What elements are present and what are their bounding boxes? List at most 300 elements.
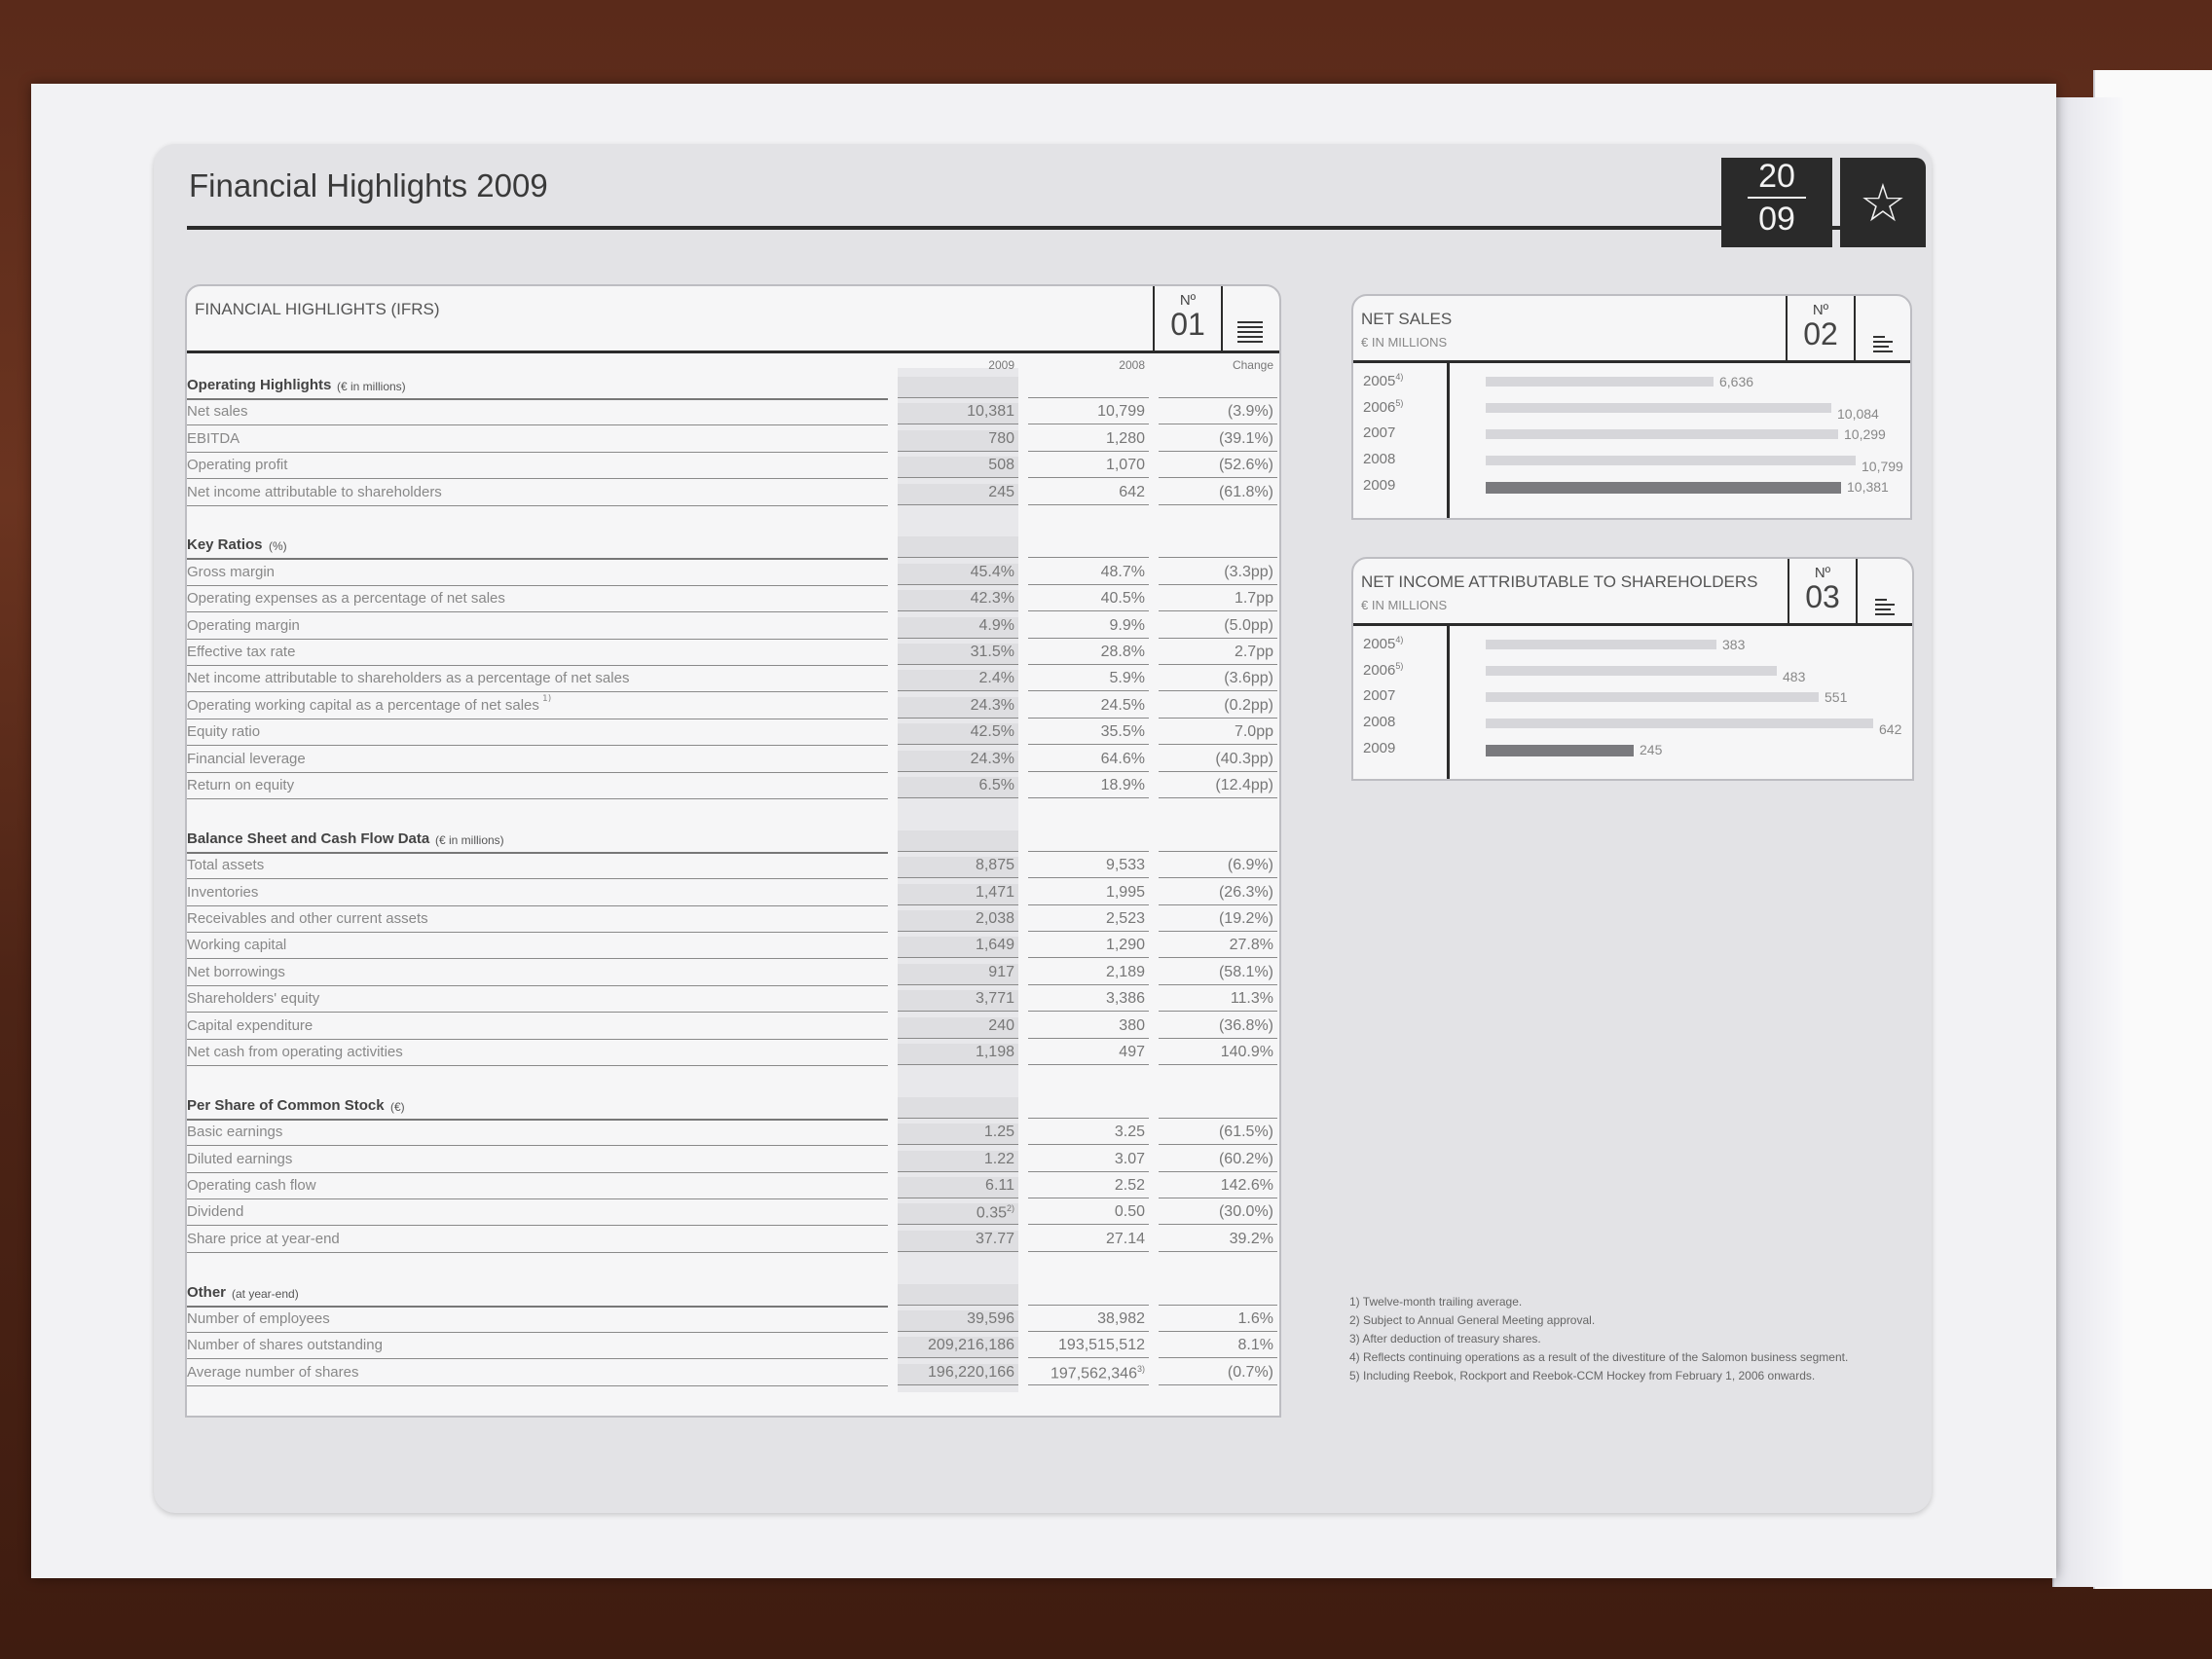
cell-text: 193,515,512 xyxy=(1058,1337,1145,1354)
footnote-ref: 5) xyxy=(1395,661,1404,671)
footnote: 5) Including Reebok, Rockport and Reebok-CCM Hockey from February 1, 2006 onwards. xyxy=(1349,1369,1816,1382)
cell-text: 3,386 xyxy=(1105,990,1145,1008)
cell-text: (0.2pp) xyxy=(1224,696,1273,714)
value-2009 xyxy=(898,830,1018,852)
row-label: Net borrowings xyxy=(187,964,888,986)
cell-text: 11.3% xyxy=(1230,990,1273,1008)
cell-text: (61.8%) xyxy=(1218,483,1273,500)
value-change xyxy=(1159,937,1277,958)
value-2009 xyxy=(898,857,1018,878)
value-change xyxy=(1159,723,1277,745)
table-row xyxy=(179,561,1277,587)
cell-text: 40.5% xyxy=(1100,590,1145,608)
panel-header xyxy=(1353,559,1912,626)
value-2009 xyxy=(898,1337,1018,1358)
row-label: Number of employees xyxy=(187,1310,888,1333)
value-2008 xyxy=(1028,1124,1149,1145)
cell-text: (52.6%) xyxy=(1218,457,1273,474)
table-row xyxy=(179,1200,1277,1227)
footnote: 1) Twelve-month trailing average. xyxy=(1349,1295,1523,1309)
cell-text: (39.1%) xyxy=(1218,429,1273,447)
table-row xyxy=(179,1308,1277,1334)
value-change xyxy=(1159,1097,1277,1119)
value-2009 xyxy=(898,964,1018,985)
table-spacer xyxy=(179,1254,1277,1280)
row-label: Share price at year-end xyxy=(187,1231,888,1253)
value-change xyxy=(1159,670,1277,691)
cell-text: 45.4% xyxy=(970,563,1014,580)
value-2008 xyxy=(1028,590,1149,611)
cell-text: (61.5%) xyxy=(1218,1124,1273,1141)
value-label: 483 xyxy=(1783,669,1806,684)
cell-text: 38,982 xyxy=(1097,1310,1145,1327)
row-label: Equity ratio xyxy=(187,723,888,746)
cell-text: (40.3pp) xyxy=(1215,750,1273,767)
value-change xyxy=(1159,964,1277,985)
row-label: Working capital xyxy=(187,937,888,959)
category-label xyxy=(1363,477,1395,494)
value-2008 xyxy=(1028,1284,1149,1306)
table-row xyxy=(179,720,1277,747)
cell-text: 39.2% xyxy=(1229,1230,1273,1247)
cell-text: 64.6% xyxy=(1100,750,1145,767)
cell-text: 1,198 xyxy=(975,1044,1014,1060)
cell-text: 2.4% xyxy=(978,670,1014,687)
cell-text: 140.9% xyxy=(1220,1044,1273,1060)
table-row xyxy=(179,1148,1277,1174)
chart-number xyxy=(1788,559,1856,623)
category-text: 2007 xyxy=(1363,687,1396,704)
bar-2005 xyxy=(1486,640,1716,649)
value-label: 6,636 xyxy=(1719,374,1754,389)
value-2008 xyxy=(1028,670,1149,691)
value-2008 xyxy=(1028,937,1149,958)
table-row xyxy=(179,748,1277,774)
cell-text: 0.35 xyxy=(976,1204,1007,1222)
panel-header xyxy=(187,286,1279,353)
cell-text: 37.77 xyxy=(975,1230,1014,1247)
table-row xyxy=(179,907,1277,934)
value-2008 xyxy=(1028,830,1149,852)
net-income-chart xyxy=(1353,627,1912,777)
cell-text: 508 xyxy=(988,457,1014,474)
value-2008 xyxy=(1028,990,1149,1012)
category-text: 2008 xyxy=(1363,451,1396,467)
footnote-ref: 4) xyxy=(1395,372,1404,382)
cell-text: (58.1%) xyxy=(1218,963,1273,980)
category-label xyxy=(1363,661,1403,679)
cell-text: 8.1% xyxy=(1237,1337,1273,1354)
table-row xyxy=(179,881,1277,907)
value-2009 xyxy=(898,644,1018,665)
table-row xyxy=(179,854,1277,880)
title-rule xyxy=(187,226,1922,230)
category-label xyxy=(1363,740,1395,756)
value-2009 xyxy=(898,1284,1018,1306)
table-row xyxy=(179,641,1277,667)
cell-text: (26.3%) xyxy=(1218,883,1273,901)
cell-text: (30.0%) xyxy=(1218,1203,1273,1221)
value-2008 xyxy=(1028,1203,1149,1225)
cell-text: 5.9% xyxy=(1109,670,1145,687)
value-2008 xyxy=(1028,1364,1149,1385)
row-label: Receivables and other current assets xyxy=(187,910,888,933)
value-change xyxy=(1159,1044,1277,1065)
bar-2005 xyxy=(1486,377,1714,387)
cell-text: 3,771 xyxy=(975,990,1014,1008)
cell-text: 2.7pp xyxy=(1234,644,1273,660)
value-change xyxy=(1159,564,1277,585)
value-2008 xyxy=(1028,1231,1149,1252)
footnotes xyxy=(1349,1293,1895,1385)
row-label: Net income attributable to shareholders as a percentage of net sales xyxy=(187,670,888,692)
value-change xyxy=(1159,1151,1277,1172)
section-unit: (€ in millions) xyxy=(337,380,406,393)
table-row xyxy=(179,1121,1277,1147)
value-2009 xyxy=(898,1231,1018,1252)
value-change xyxy=(1159,910,1277,932)
footnote: 3) After deduction of treasury shares. xyxy=(1349,1332,1541,1346)
category-label xyxy=(1363,687,1395,704)
value-2009 xyxy=(898,670,1018,691)
year-bottom: 09 xyxy=(1758,201,1795,238)
bar-2007 xyxy=(1486,429,1838,439)
value-label: 642 xyxy=(1879,721,1902,737)
cell-text: 28.8% xyxy=(1100,644,1145,660)
year-separator xyxy=(1748,197,1806,199)
value-2008 xyxy=(1028,430,1149,452)
value-2009 xyxy=(898,590,1018,611)
value-2009 xyxy=(898,1044,1018,1065)
bar-2009 xyxy=(1486,482,1841,494)
category-text: 2006 xyxy=(1363,662,1396,679)
cell-text: (60.2%) xyxy=(1218,1150,1273,1167)
value-2009 xyxy=(898,377,1018,398)
net-income-panel xyxy=(1351,557,1914,781)
value-change xyxy=(1159,484,1277,505)
number-value: 01 xyxy=(1170,307,1205,342)
value-change xyxy=(1159,403,1277,424)
section-title: Per Share of Common Stock xyxy=(187,1097,888,1121)
value-2008 xyxy=(1028,857,1149,878)
number-label: Nº xyxy=(1814,565,1831,581)
table-row xyxy=(179,1228,1277,1254)
value-2008 xyxy=(1028,564,1149,585)
row-label: Average number of shares xyxy=(187,1364,888,1386)
value-2009 xyxy=(898,910,1018,932)
value-change xyxy=(1159,1231,1277,1252)
table-row xyxy=(179,400,1277,426)
number-value: 02 xyxy=(1803,316,1838,351)
footnote-ref: 2) xyxy=(1006,1203,1014,1214)
category-text: 2006 xyxy=(1363,399,1396,416)
value-2009 xyxy=(898,564,1018,585)
table-spacer xyxy=(179,507,1277,534)
cell-text: 24.3% xyxy=(970,750,1014,767)
footnote: 2) Subject to Annual General Meeting approval. xyxy=(1349,1313,1596,1327)
section-title: Operating Highlights xyxy=(187,377,888,400)
row-label: Shareholders' equity xyxy=(187,990,888,1013)
row-label: EBITDA xyxy=(187,430,888,453)
cell-text: (12.4pp) xyxy=(1215,777,1273,793)
table-row xyxy=(179,1014,1277,1041)
value-2009 xyxy=(898,1151,1018,1172)
bar-2009 xyxy=(1486,745,1634,756)
row-label: Financial leverage xyxy=(187,751,888,773)
cell-text: 6.5% xyxy=(978,777,1014,793)
value-2009 xyxy=(898,1097,1018,1119)
row-label: Operating working capital as a percentage of net sales xyxy=(187,697,888,719)
cell-text: 42.5% xyxy=(970,723,1014,741)
value-label: 551 xyxy=(1825,689,1848,705)
value-2009 xyxy=(898,1364,1018,1385)
panel-title: FINANCIAL HIGHLIGHTS (IFRS) xyxy=(195,300,440,318)
cell-text: 27.14 xyxy=(1105,1230,1145,1247)
cell-text: 0.50 xyxy=(1114,1203,1145,1221)
value-2008 xyxy=(1028,1044,1149,1065)
table-row xyxy=(179,961,1277,987)
number-value: 03 xyxy=(1805,579,1840,614)
section-title: Other xyxy=(187,1284,888,1308)
row-label: Operating expenses as a percentage of net sales xyxy=(187,590,888,612)
table-row xyxy=(179,934,1277,960)
value-label: 10,299 xyxy=(1844,426,1886,442)
value-2008 xyxy=(1028,697,1149,719)
list-icon xyxy=(1221,286,1277,350)
cell-text: 1,995 xyxy=(1105,883,1145,901)
cell-text: 196,220,166 xyxy=(928,1363,1014,1381)
value-2009 xyxy=(898,484,1018,505)
chart-title: NET INCOME ATTRIBUTABLE TO SHAREHOLDERS xyxy=(1361,572,1758,591)
value-2008 xyxy=(1028,884,1149,905)
category-text: 2009 xyxy=(1363,740,1396,756)
page-title: Financial Highlights 2009 xyxy=(189,167,548,203)
value-2008 xyxy=(1028,1310,1149,1332)
footnote-ref: 4) xyxy=(1395,635,1404,645)
cell-text: 48.7% xyxy=(1100,563,1145,580)
footnote-ref: 3) xyxy=(1136,1363,1145,1374)
bar-chart-icon xyxy=(1854,296,1910,360)
value-2008 xyxy=(1028,536,1149,558)
cell-text: 245 xyxy=(988,483,1014,500)
cell-text: 7.0pp xyxy=(1234,723,1273,741)
value-2009 xyxy=(898,617,1018,639)
category-text: 2007 xyxy=(1363,424,1396,441)
value-change xyxy=(1159,1284,1277,1306)
value-change xyxy=(1159,1310,1277,1332)
value-change xyxy=(1159,751,1277,772)
cell-text: 380 xyxy=(1119,1016,1145,1034)
cell-text: (0.7%) xyxy=(1227,1363,1273,1381)
cell-text: 24.5% xyxy=(1100,696,1145,714)
category-text: 2005 xyxy=(1363,373,1396,389)
bar-2006 xyxy=(1486,666,1777,676)
table-row xyxy=(179,614,1277,641)
value-change xyxy=(1159,590,1277,611)
table-row xyxy=(179,481,1277,507)
cell-text: 39,596 xyxy=(967,1310,1014,1327)
value-2008 xyxy=(1028,403,1149,424)
cell-text: 10,799 xyxy=(1097,403,1145,421)
cell-text: 1,649 xyxy=(975,937,1014,954)
cell-text: 1,471 xyxy=(975,883,1014,901)
value-change xyxy=(1159,990,1277,1012)
row-label: Basic earnings xyxy=(187,1124,888,1146)
footnote-ref: 5) xyxy=(1395,398,1404,408)
row-label: Net sales xyxy=(187,403,888,425)
column-head-change: Change xyxy=(1232,358,1273,372)
table-row xyxy=(179,694,1277,720)
table-row xyxy=(179,774,1277,800)
bar-2006 xyxy=(1486,403,1831,413)
cell-text: 35.5% xyxy=(1100,723,1145,741)
value-change xyxy=(1159,430,1277,452)
value-label: 245 xyxy=(1640,742,1663,757)
value-2008 xyxy=(1028,484,1149,505)
row-label: Gross margin xyxy=(187,564,888,586)
row-label: Return on equity xyxy=(187,777,888,799)
value-2008 xyxy=(1028,1151,1149,1172)
value-2009 xyxy=(898,536,1018,558)
value-2009 xyxy=(898,697,1018,719)
row-label: Capital expenditure xyxy=(187,1017,888,1040)
row-label: Dividend xyxy=(187,1203,888,1226)
value-2009 xyxy=(898,1017,1018,1039)
category-label xyxy=(1363,424,1395,441)
value-2009 xyxy=(898,777,1018,798)
category-label xyxy=(1363,372,1403,389)
cell-text: 1,290 xyxy=(1105,937,1145,954)
chart-number xyxy=(1786,296,1854,360)
bar-2008 xyxy=(1486,719,1873,728)
cell-text: 24.3% xyxy=(970,696,1014,714)
footnote-ref: 1) xyxy=(542,693,552,704)
category-label xyxy=(1363,635,1403,652)
cell-text: 642 xyxy=(1119,483,1145,500)
value-label: 10,084 xyxy=(1837,406,1879,422)
value-2009 xyxy=(898,884,1018,905)
table-section-header xyxy=(179,1281,1277,1308)
value-change xyxy=(1159,457,1277,478)
column-head-2008: 2008 xyxy=(1119,358,1145,372)
value-2008 xyxy=(1028,723,1149,745)
star-icon: ☆ xyxy=(1840,158,1926,247)
table-section-header xyxy=(179,1094,1277,1121)
cell-text: 18.9% xyxy=(1100,777,1145,793)
cell-text: 240 xyxy=(988,1016,1014,1034)
row-label: Operating cash flow xyxy=(187,1177,888,1199)
cell-text: 197,562,346 xyxy=(1051,1365,1137,1382)
value-2008 xyxy=(1028,457,1149,478)
row-label: Net cash from operating activities xyxy=(187,1044,888,1066)
category-text: 2009 xyxy=(1363,477,1396,494)
row-label: Total assets xyxy=(187,857,888,879)
net-sales-panel xyxy=(1351,294,1912,520)
cell-text: 42.3% xyxy=(970,590,1014,608)
year-badge xyxy=(1721,158,1832,247)
chart-title: NET SALES xyxy=(1361,310,1453,328)
value-2009 xyxy=(898,403,1018,424)
cell-text: 4.9% xyxy=(978,616,1014,634)
value-label: 10,381 xyxy=(1847,479,1889,495)
value-2009 xyxy=(898,457,1018,478)
cell-text: 2,523 xyxy=(1105,910,1145,927)
table-row xyxy=(179,667,1277,693)
cell-text: 6.11 xyxy=(985,1177,1014,1194)
cell-text: (36.8%) xyxy=(1218,1016,1273,1034)
section-title: Balance Sheet and Cash Flow Data xyxy=(187,830,888,854)
cell-text: 1,280 xyxy=(1105,429,1145,447)
page-edge xyxy=(2052,97,2122,1587)
cell-text: 2,189 xyxy=(1105,963,1145,980)
value-2009 xyxy=(898,1310,1018,1332)
table-section-header xyxy=(179,828,1277,854)
row-label: Net income attributable to shareholders xyxy=(187,484,888,506)
value-change xyxy=(1159,377,1277,398)
table-row xyxy=(179,587,1277,613)
bar-chart-icon xyxy=(1856,559,1912,623)
footnote: 4) Reflects continuing operations as a result of the divestiture of the Salomon business segment. xyxy=(1349,1350,1849,1364)
value-2008 xyxy=(1028,964,1149,985)
net-sales-chart xyxy=(1353,364,1910,516)
cell-text: 10,381 xyxy=(967,403,1014,421)
section-unit: (%) xyxy=(269,539,287,554)
cell-text: 3.07 xyxy=(1114,1150,1145,1167)
category-label xyxy=(1363,398,1403,416)
column-head-2009: 2009 xyxy=(988,358,1014,372)
section-unit: (at year-end) xyxy=(232,1286,299,1301)
value-2008 xyxy=(1028,751,1149,772)
cell-text: 9.9% xyxy=(1109,616,1145,634)
value-2008 xyxy=(1028,1337,1149,1358)
year-top: 20 xyxy=(1758,158,1795,195)
cell-text: (5.0pp) xyxy=(1224,616,1273,634)
value-2008 xyxy=(1028,1177,1149,1198)
value-2009 xyxy=(898,990,1018,1012)
value-change xyxy=(1159,1124,1277,1145)
table-row xyxy=(179,987,1277,1014)
panel-number xyxy=(1153,286,1221,350)
value-change xyxy=(1159,1203,1277,1225)
value-2008 xyxy=(1028,617,1149,639)
value-2008 xyxy=(1028,377,1149,398)
category-label xyxy=(1363,714,1395,730)
value-2008 xyxy=(1028,1097,1149,1119)
cell-text: 1,070 xyxy=(1105,457,1145,474)
row-label: Operating margin xyxy=(187,617,888,640)
value-label: 383 xyxy=(1722,637,1746,652)
value-2009 xyxy=(898,937,1018,958)
category-text: 2005 xyxy=(1363,636,1396,652)
chart-subtitle: € IN MILLIONS xyxy=(1361,335,1448,350)
value-change xyxy=(1159,777,1277,798)
cell-text: (3.6pp) xyxy=(1224,670,1273,687)
section-title: Key Ratios xyxy=(187,536,888,560)
row-label: Number of shares outstanding xyxy=(187,1337,888,1359)
cell-text: 1.22 xyxy=(983,1150,1014,1167)
value-change xyxy=(1159,1177,1277,1198)
table-row xyxy=(179,1334,1277,1360)
value-2009 xyxy=(898,1124,1018,1145)
cell-text: 1.7pp xyxy=(1234,590,1273,608)
cell-text: 497 xyxy=(1119,1044,1145,1060)
value-change xyxy=(1159,830,1277,852)
table-section-header xyxy=(179,374,1277,400)
row-label: Effective tax rate xyxy=(187,644,888,666)
value-change xyxy=(1159,1364,1277,1385)
row-label: Inventories xyxy=(187,884,888,906)
cell-text: 2,038 xyxy=(975,910,1014,927)
